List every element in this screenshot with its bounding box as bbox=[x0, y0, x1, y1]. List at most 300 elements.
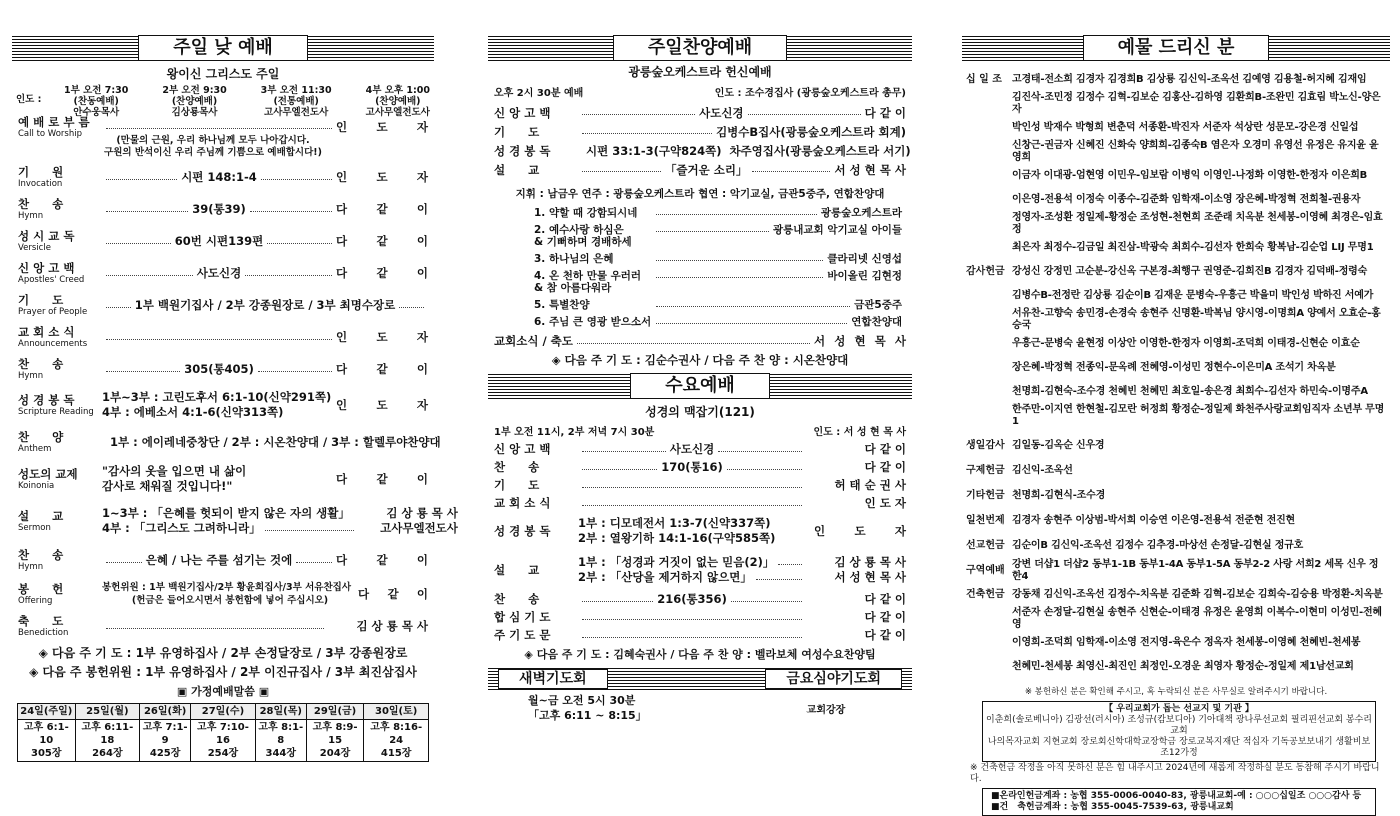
order-label bbox=[18, 197, 102, 221]
order-row bbox=[18, 459, 428, 499]
family-cell bbox=[306, 720, 364, 762]
dots bbox=[245, 275, 332, 276]
order-label bbox=[494, 563, 578, 577]
order-leader: 김 상 룡 목 사 bbox=[356, 619, 428, 633]
dots bbox=[106, 307, 131, 308]
order-label bbox=[494, 144, 578, 158]
order-content: 사도신경 bbox=[669, 442, 715, 456]
afternoon-subtitle: 광릉숲오케스트라 헌신예배 bbox=[628, 65, 772, 79]
offering-line bbox=[966, 212, 1386, 236]
program-performer: 광릉내교회 악기교실 아이들 bbox=[772, 224, 902, 236]
dots bbox=[582, 505, 802, 506]
order-line bbox=[578, 531, 814, 546]
offering-names: 강동채 김신익-조옥선 김정수-치옥분 김준화 김혁-김보순 김희숙-김승용 박정환-치옥분 bbox=[1012, 589, 1383, 600]
dots bbox=[582, 133, 712, 134]
order-content: 2부 : 열왕기하 14:1-16(구약585쪽) bbox=[578, 531, 776, 545]
leaders-row bbox=[16, 85, 430, 118]
order-label-ko: 기 도 bbox=[494, 124, 540, 139]
offering-category: 구역예배 bbox=[966, 564, 1005, 576]
order-content-block bbox=[102, 390, 336, 420]
family-day: 24일(주일) bbox=[18, 704, 76, 720]
family-ref: 고후 6:11-18 bbox=[81, 722, 134, 746]
offering-line bbox=[966, 655, 1386, 679]
order-line bbox=[102, 405, 336, 420]
family-day: 30일(토) bbox=[364, 704, 429, 720]
family-hymn: 344장 bbox=[265, 748, 297, 759]
program-item bbox=[534, 316, 902, 328]
program-performer: 클라리넷 신영섭 bbox=[827, 253, 902, 265]
dawn-body bbox=[488, 693, 740, 723]
family-refs-row bbox=[18, 720, 429, 762]
offering-line bbox=[966, 332, 1386, 356]
order-content: 「즐거운 소리」 bbox=[664, 162, 748, 177]
offering-category: 구제헌금 bbox=[966, 464, 1005, 476]
dots bbox=[756, 579, 802, 580]
family-hymn: 425장 bbox=[149, 748, 181, 759]
order-content: 305(통405) bbox=[184, 362, 254, 376]
offering-note: ※ 봉헌하신 분은 확인해 주시고, 혹 누락되신 분은 사무실로 알려주시기 바랍니다. bbox=[1024, 687, 1328, 697]
order-content: 1부 백원기집사 / 2부 강종원장로 / 3부 최명수장로 bbox=[134, 298, 396, 312]
call-note-line: (만물의 근원, 우리 하나님께 모두 나아갑시다. bbox=[116, 135, 310, 146]
offering-names: 이금자 이대광-엄현영 이민우-임보람 이병익 이영인-나정화 이영한-한정자 이은희B bbox=[1012, 170, 1368, 181]
program-title bbox=[534, 299, 652, 311]
offering-line bbox=[966, 92, 1386, 116]
order-label-en: Koinonia bbox=[18, 481, 55, 491]
order-label bbox=[494, 442, 578, 456]
dots bbox=[250, 211, 332, 212]
dots bbox=[582, 171, 661, 172]
order-content: 4부 : 「그리스도 그려하니라」 bbox=[102, 521, 261, 535]
family-worship-title: ▣ 가정예배말씀 ▣ bbox=[176, 685, 270, 698]
dots bbox=[656, 306, 850, 307]
family-day: 29일(금) bbox=[306, 704, 364, 720]
order-row bbox=[18, 289, 428, 321]
order-content: 216(통356) bbox=[657, 592, 727, 606]
order-row bbox=[18, 161, 428, 193]
family-ref: 고후 7:1-9 bbox=[142, 722, 188, 746]
offering-names: 우흥근-문병숙 윤현정 이상안 이영한-한정자 이영희-조덕희 이태경-신현순 이효순 bbox=[1012, 338, 1360, 349]
family-ref: 고후 8:16-24 bbox=[370, 722, 423, 746]
dots bbox=[727, 469, 802, 470]
order-row bbox=[18, 225, 428, 257]
order-row bbox=[18, 577, 428, 611]
afternoon-worship-header bbox=[488, 34, 912, 61]
order-label-ko: 찬 송 bbox=[494, 460, 540, 474]
order-label bbox=[494, 628, 578, 642]
call-note-line: 구원의 반석이신 우리 주님께 기쁨으로 예배합시다!) bbox=[104, 147, 322, 158]
family-day: 28일(목) bbox=[255, 704, 306, 720]
order-leader: 다 같 이 bbox=[864, 105, 906, 120]
leader-line: (찬양예배) bbox=[171, 96, 218, 107]
dots bbox=[577, 343, 810, 344]
order-label bbox=[18, 582, 102, 606]
offering-names: 강성신 강정민 고순분-강신옥 구본경-최행구 권영준-김희진B 김경자 김덕배-정령숙 bbox=[1012, 266, 1368, 277]
order-row bbox=[494, 512, 906, 550]
order-label-en: Call to Worship bbox=[18, 128, 82, 139]
offering-names: 최은자 최정수-김금일 최진삼-박광숙 최희수-김선자 한희숙 황복남-김순업 LIJ 무명1 bbox=[1012, 242, 1374, 253]
order-label-ko: 교 회 소 식 bbox=[18, 325, 75, 339]
leader-slot bbox=[261, 85, 332, 118]
offering-line bbox=[966, 483, 1386, 508]
order-label bbox=[18, 229, 102, 253]
offering-names: 서유찬-고향숙 송민경-손경숙 송현주 신명환-박복님 양시영-이명희A 양예서 오효순-홍승국 bbox=[1012, 308, 1381, 331]
dawn-time: 월~금 오전 5시 30분 bbox=[528, 694, 636, 707]
offerings-column bbox=[962, 34, 1390, 816]
wednesday-info bbox=[494, 423, 906, 438]
order-label-ko: 기 도 bbox=[18, 293, 64, 307]
order-content: 39(통39) bbox=[192, 202, 246, 216]
offering-line bbox=[966, 508, 1386, 533]
order-leader: 김 상 룡 목 사 bbox=[386, 506, 458, 520]
program-item bbox=[534, 270, 902, 294]
order-leader: 다 같 이 bbox=[864, 628, 906, 642]
order-content-block bbox=[102, 464, 336, 494]
order-row bbox=[494, 608, 906, 626]
order-label-ko: 축 도 bbox=[18, 614, 64, 628]
order-leader: 김 상 룡 목 사 bbox=[834, 555, 906, 569]
order-label-en: Apostles' Creed bbox=[18, 275, 85, 285]
order-row bbox=[18, 193, 428, 225]
order-leader: 차주영집사(광릉숲오케스트라 서기) bbox=[729, 143, 911, 158]
order-label-ko: 설 교 bbox=[494, 162, 540, 177]
order-leader: 다 같 이 bbox=[336, 362, 429, 376]
order-content: 1부 : 「성경과 거짓이 없는 믿음(2)」 bbox=[578, 555, 775, 569]
dots bbox=[582, 451, 666, 452]
order-label bbox=[18, 548, 102, 572]
order-label-en: Prayer of People bbox=[18, 307, 88, 317]
offering-names: 정영자-조성환 정일제-황정순 조성현-천현희 조준래 치옥분 천세봉-이영혜 최경은-임효정 bbox=[1012, 212, 1383, 235]
order-row bbox=[18, 353, 428, 385]
order-label-ko: 찬 송 bbox=[18, 548, 64, 562]
offering-names: 장은혜-박정혁 전종익-문옥례 전혜영-이성민 정현수-이은미A 조석기 차옥분 bbox=[1012, 362, 1336, 373]
program-title-line: 1. 약할 때 강함되시네 bbox=[534, 207, 638, 219]
order-label-en: Benediction bbox=[18, 628, 69, 638]
order-content-block bbox=[102, 506, 458, 536]
order-leader: 인 도 자 bbox=[336, 170, 429, 184]
offering-line bbox=[966, 284, 1386, 308]
order-content: 사도신경 bbox=[699, 105, 744, 120]
offering-line bbox=[966, 356, 1386, 380]
dots bbox=[582, 487, 802, 488]
offering-line bbox=[966, 236, 1386, 260]
sunday-worship-column bbox=[12, 34, 458, 762]
program-title bbox=[534, 316, 652, 328]
order-line bbox=[102, 479, 336, 494]
order-leader: 허 태 순 권 사 bbox=[834, 478, 906, 492]
conductor-line: 지휘 : 남금우 연주 : 광릉숲오케스트라 협연 : 악기교실, 금관5중주, 연합찬양대 bbox=[515, 188, 885, 200]
offering-category: 생일감사 bbox=[966, 439, 1005, 451]
order-line bbox=[578, 516, 814, 531]
mission-box bbox=[982, 701, 1376, 762]
order-row bbox=[18, 257, 428, 289]
offering-names: 강변 더샵1 더샵2 동부1-1B 동부1-4A 동부1-5A 동부2-2 사랑 서희2 세목 신우 정한4 bbox=[1012, 558, 1379, 582]
family-ref: 고후 8:1-8 bbox=[258, 722, 304, 746]
order-label-ko: 찬 송 bbox=[494, 592, 540, 606]
leaders-label: 인도 : bbox=[16, 94, 42, 105]
order-leader: 다 같 이 bbox=[358, 587, 428, 601]
dots bbox=[656, 214, 817, 215]
order-label bbox=[494, 524, 578, 538]
offering-names: 천명희-김현식-조수경 bbox=[1012, 489, 1106, 501]
order-label-ko: 찬 송 bbox=[18, 357, 64, 371]
offering-names: 이영희-조덕희 임학재-이소영 전지영-육은수 정옥자 천세봉-이영혜 천혜빈-천세봉 bbox=[1012, 637, 1361, 648]
offerings-title: 예물 드리신 분 bbox=[1083, 35, 1270, 61]
order-label bbox=[18, 325, 102, 349]
sunday-worship-title: 주일 낮 예배 bbox=[138, 35, 307, 61]
order-label-ko: 봉 헌 bbox=[18, 582, 64, 596]
news-end: 서 성 현 목 사 bbox=[814, 334, 906, 348]
order-content: 4부 : 에베소서 4:1-6(신약313쪽) bbox=[102, 405, 284, 419]
order-label-ko: 신 앙 고 백 bbox=[18, 261, 75, 275]
order-row bbox=[18, 543, 428, 577]
order-row bbox=[494, 122, 906, 141]
dots bbox=[582, 637, 802, 638]
dots bbox=[582, 114, 695, 115]
wednesday-order-list bbox=[488, 440, 912, 644]
leader-line: 김상룡목사 bbox=[171, 107, 218, 118]
afternoon-worship-title: 주일찬양예배 bbox=[613, 35, 787, 61]
order-content: "감사의 옷을 입으면 내 삶이 bbox=[102, 464, 247, 478]
dots bbox=[106, 179, 177, 180]
order-content: 1부 : 에이레네중창단 / 2부 : 시온찬양대 / 3부 : 할렐루야찬양대 bbox=[110, 435, 441, 449]
order-content: 1부~3부 : 고린도후서 6:1-10(신약291쪽) bbox=[102, 390, 332, 404]
dots bbox=[582, 619, 802, 620]
wednesday-leader: 인도 : 서 성 현 목 사 bbox=[813, 427, 906, 438]
program-title-line: & 참 아름다워라 bbox=[534, 282, 612, 294]
order-label bbox=[18, 614, 102, 638]
family-hymn: 264장 bbox=[92, 748, 123, 759]
order-leader: 인 도 자 bbox=[336, 398, 428, 412]
program-title bbox=[534, 224, 652, 248]
order-row bbox=[18, 611, 428, 641]
order-label bbox=[494, 460, 578, 474]
order-label-en: Versicle bbox=[18, 243, 51, 253]
order-row bbox=[494, 458, 906, 476]
family-hymn: 204장 bbox=[319, 748, 351, 759]
afternoon-worship-column bbox=[488, 34, 912, 723]
order-label-ko: 설 교 bbox=[18, 509, 64, 523]
leader-line: 2부 오전 9:30 bbox=[162, 85, 227, 96]
offering-line bbox=[966, 164, 1386, 188]
order-label-ko: 성 경 봉 독 bbox=[18, 393, 75, 407]
order-leader: 다 같 이 bbox=[336, 234, 429, 248]
program-title-line: 5. 특별찬양 bbox=[534, 299, 590, 311]
order-leader: 다 같 이 bbox=[336, 202, 429, 216]
dots bbox=[106, 128, 332, 129]
offering-category: 기타헌금 bbox=[966, 489, 1005, 501]
order-label-ko: 신 앙 고 백 bbox=[494, 105, 551, 120]
mission-title: 【 우리교회가 돕는 선교지 및 기관 】 bbox=[1104, 704, 1254, 714]
dots bbox=[752, 171, 831, 172]
order-content: 사도신경 bbox=[196, 266, 242, 280]
order-line bbox=[102, 464, 336, 479]
leader-line: 안수웅목사 bbox=[73, 107, 120, 118]
family-cell bbox=[140, 720, 191, 762]
offering-names: 한주만-이지연 한현철-김모란 허정희 황정순-정일제 화천주사랑교회임직자 소년부 무명1 bbox=[1012, 404, 1385, 427]
dots bbox=[399, 307, 424, 308]
program-item bbox=[534, 207, 902, 219]
family-days-row bbox=[18, 704, 429, 720]
dots bbox=[106, 275, 193, 276]
order-content-block bbox=[578, 516, 814, 546]
order-row bbox=[494, 476, 906, 494]
afternoon-leader: 인도 : 조수경집사 (광릉숲오케스트라 총무) bbox=[714, 88, 906, 99]
news-row bbox=[494, 333, 906, 349]
order-label bbox=[494, 496, 578, 510]
program-performer: 바이올린 김현정 bbox=[827, 270, 902, 282]
order-label-ko: 주 기 도 문 bbox=[494, 628, 551, 642]
order-label-ko: 합 심 기 도 bbox=[494, 610, 551, 624]
offering-line bbox=[966, 533, 1386, 558]
offering-names: 김일동-김옥순 신우경 bbox=[1012, 439, 1105, 451]
order-row bbox=[494, 141, 911, 160]
offering-names: 김병수B-전정란 김상룡 김순이B 김재운 문병숙-우흥근 박을미 박인성 박하진 서예가 bbox=[1012, 290, 1374, 301]
order-line bbox=[578, 570, 906, 585]
online-account: ■온라인헌금계좌 : 농협 355-0006-0040-83, 광릉내교회-예 : ○○○십일조 ○○○감사 등 bbox=[991, 791, 1362, 801]
order-content: 시편 148:1-4 bbox=[181, 170, 257, 184]
call-note bbox=[32, 135, 394, 159]
order-content-block bbox=[578, 555, 906, 585]
offering-block bbox=[102, 581, 358, 607]
offerings-header bbox=[962, 34, 1390, 61]
offering-line: 봉헌위원 : 1부 백원기집사/2부 황윤희집사/3부 서유찬집사 bbox=[102, 582, 352, 593]
order-leader: 서 성 현 목 사 bbox=[834, 162, 906, 177]
order-label bbox=[494, 125, 578, 139]
order-label bbox=[18, 261, 102, 285]
leader-line: (전통예배) bbox=[273, 96, 319, 107]
order-row bbox=[18, 321, 428, 353]
offering-line bbox=[966, 433, 1386, 458]
order-label bbox=[18, 293, 102, 317]
order-leader: 인 도 자 bbox=[336, 119, 428, 134]
order-label-ko: 기 원 bbox=[18, 165, 64, 179]
order-label-en: Invocation bbox=[18, 179, 63, 189]
order-line bbox=[102, 506, 458, 521]
order-content: 2부 : 「산당을 제거하지 않으면」 bbox=[578, 570, 752, 584]
offering-names: 박인성 박재수 박형희 변춘덕 서종환-박진자 서준자 석상란 성문모-강은경 신일섭 bbox=[1012, 122, 1359, 133]
order-label bbox=[18, 393, 102, 417]
order-label bbox=[494, 478, 578, 492]
wednesday-time: 1부 오전 11시, 2부 저녁 7시 30분 bbox=[494, 427, 655, 438]
order-label bbox=[494, 106, 578, 120]
family-hymn: 305장 bbox=[31, 748, 62, 759]
order-label-ko: 성 경 봉 독 bbox=[494, 524, 551, 538]
dots bbox=[258, 371, 332, 372]
order-content: 1부 : 디모데전서 1:3-7(신약337쪽) bbox=[578, 516, 771, 530]
offering-line bbox=[966, 116, 1386, 140]
order-label-ko: 성 시 교 독 bbox=[18, 229, 75, 243]
program-performer: 광릉숲오케스트라 bbox=[820, 207, 902, 219]
leader-slot bbox=[162, 85, 226, 118]
leader-line: 고사무엘전도사 bbox=[264, 107, 329, 118]
order-row bbox=[494, 590, 906, 608]
dawn-text: 「고후 6:11 ~ 8:15」 bbox=[528, 709, 647, 722]
leader-line: 4부 오후 1:00 bbox=[365, 85, 430, 96]
order-leader: 김병수B집사(광릉숲오케스트라 회계) bbox=[716, 124, 906, 139]
order-leader: 다 같 이 bbox=[336, 266, 428, 280]
order-leader: 다 같 이 bbox=[336, 472, 428, 486]
order-line bbox=[102, 390, 336, 405]
program-title-line: & 기뻐하며 경배하세 bbox=[534, 236, 632, 248]
next-offering: ◈ 다음 주 봉헌위원 : 1부 유영하집사 / 2부 이진규집사 / 3부 최진삼집사 bbox=[29, 665, 417, 679]
dots bbox=[296, 562, 332, 563]
order-label-ko: 성도의 교제 bbox=[18, 467, 78, 481]
afternoon-info bbox=[494, 84, 906, 99]
order-content: 1~3부 : 「은혜를 헛되이 받지 않은 자의 생활」 bbox=[102, 506, 350, 520]
order-label bbox=[18, 430, 102, 454]
order-leader: 서 성 현 목 사 bbox=[834, 570, 906, 584]
offering-line bbox=[966, 607, 1386, 631]
dots bbox=[718, 451, 802, 452]
dawn-friday-header bbox=[488, 668, 912, 690]
order-label-en: Sermon bbox=[18, 523, 51, 533]
dots bbox=[106, 211, 188, 212]
program-title-line: 2. 예수사랑 하심은 bbox=[534, 224, 624, 236]
order-row bbox=[494, 626, 906, 644]
dots bbox=[582, 469, 657, 470]
offering-names: 김순이B 김신익-조옥선 김정수 김추경-마상선 손정달-김현실 정규호 bbox=[1012, 539, 1304, 551]
program-item bbox=[534, 253, 902, 265]
offering-names: 이은영-전용석 이정숙 이종수-김준화 임학재-이소영 장은혜-박정혁 전희철-권용자 bbox=[1012, 194, 1361, 205]
dots bbox=[582, 601, 653, 602]
offering-names: 김진삭-조민정 김정수 김혁-김보순 김홍산-김하영 김환희B-조완민 김효림 박노신-양은자 bbox=[1012, 92, 1381, 115]
offering-line bbox=[966, 558, 1386, 583]
order-row bbox=[18, 425, 441, 459]
offering-names: 김경자 송현주 이상범-박서희 이승연 이은영-전용석 전준현 전진현 bbox=[1012, 514, 1296, 526]
family-cell bbox=[191, 720, 256, 762]
order-row bbox=[494, 440, 906, 458]
offering-line bbox=[966, 380, 1386, 404]
order-label-ko: 찬 양 bbox=[18, 430, 64, 444]
order-label bbox=[18, 165, 102, 189]
family-ref: 고후 6:1-10 bbox=[23, 722, 69, 746]
order-leader: 인 도 자 bbox=[864, 496, 906, 510]
dots bbox=[106, 371, 180, 372]
order-leader: 다 같 이 bbox=[336, 553, 429, 567]
family-ref: 고후 8:9-15 bbox=[312, 722, 358, 746]
order-leader: 다 같 이 bbox=[864, 460, 907, 474]
offering-names: 서준자 손정달-김현실 송현주 신현순-이태경 유정은 윤영희 이복수-이현미 이성민-전혜영 bbox=[1012, 607, 1382, 630]
offering-groups bbox=[962, 68, 1390, 679]
family-cell bbox=[18, 720, 76, 762]
order-leader: 다 같 이 bbox=[864, 592, 907, 606]
order-content: 시편 33:1-3(구약824쪽) bbox=[586, 143, 722, 158]
leader-line: (찬동예배) bbox=[73, 96, 119, 107]
dots bbox=[106, 339, 332, 340]
order-label bbox=[494, 163, 578, 177]
order-label-en: Anthem bbox=[18, 444, 52, 454]
sunday-order-list bbox=[12, 114, 458, 641]
offering-line bbox=[966, 260, 1386, 284]
order-content: 170(통16) bbox=[661, 460, 723, 474]
offering-names: 천혜민-천세봉 최영신-최진인 최정인-오경운 최영자 황정순-정일제 제1남선교회 bbox=[1012, 661, 1354, 672]
family-hymn: 415장 bbox=[380, 748, 412, 759]
dots bbox=[265, 530, 354, 531]
order-label bbox=[494, 592, 578, 606]
order-label-ko: 찬 송 bbox=[18, 197, 64, 211]
order-row bbox=[494, 160, 906, 179]
program-performer: 연합찬양대 bbox=[851, 316, 902, 328]
offering-category: 감사헌금 bbox=[966, 266, 1005, 277]
order-leader: 인 도 자 bbox=[814, 524, 906, 538]
program-title bbox=[534, 207, 652, 219]
order-content: 감사로 채워질 것입니다!" bbox=[102, 479, 233, 493]
wednesday-next: ◈ 다음 주 기 도 : 김혜숙권사 / 다음 주 찬 양 : 벨라보체 여성수요찬양팀 bbox=[524, 648, 876, 661]
program-list bbox=[488, 207, 912, 328]
offering-line bbox=[966, 308, 1386, 332]
family-cell bbox=[75, 720, 140, 762]
order-leader: 다 같 이 bbox=[864, 610, 906, 624]
